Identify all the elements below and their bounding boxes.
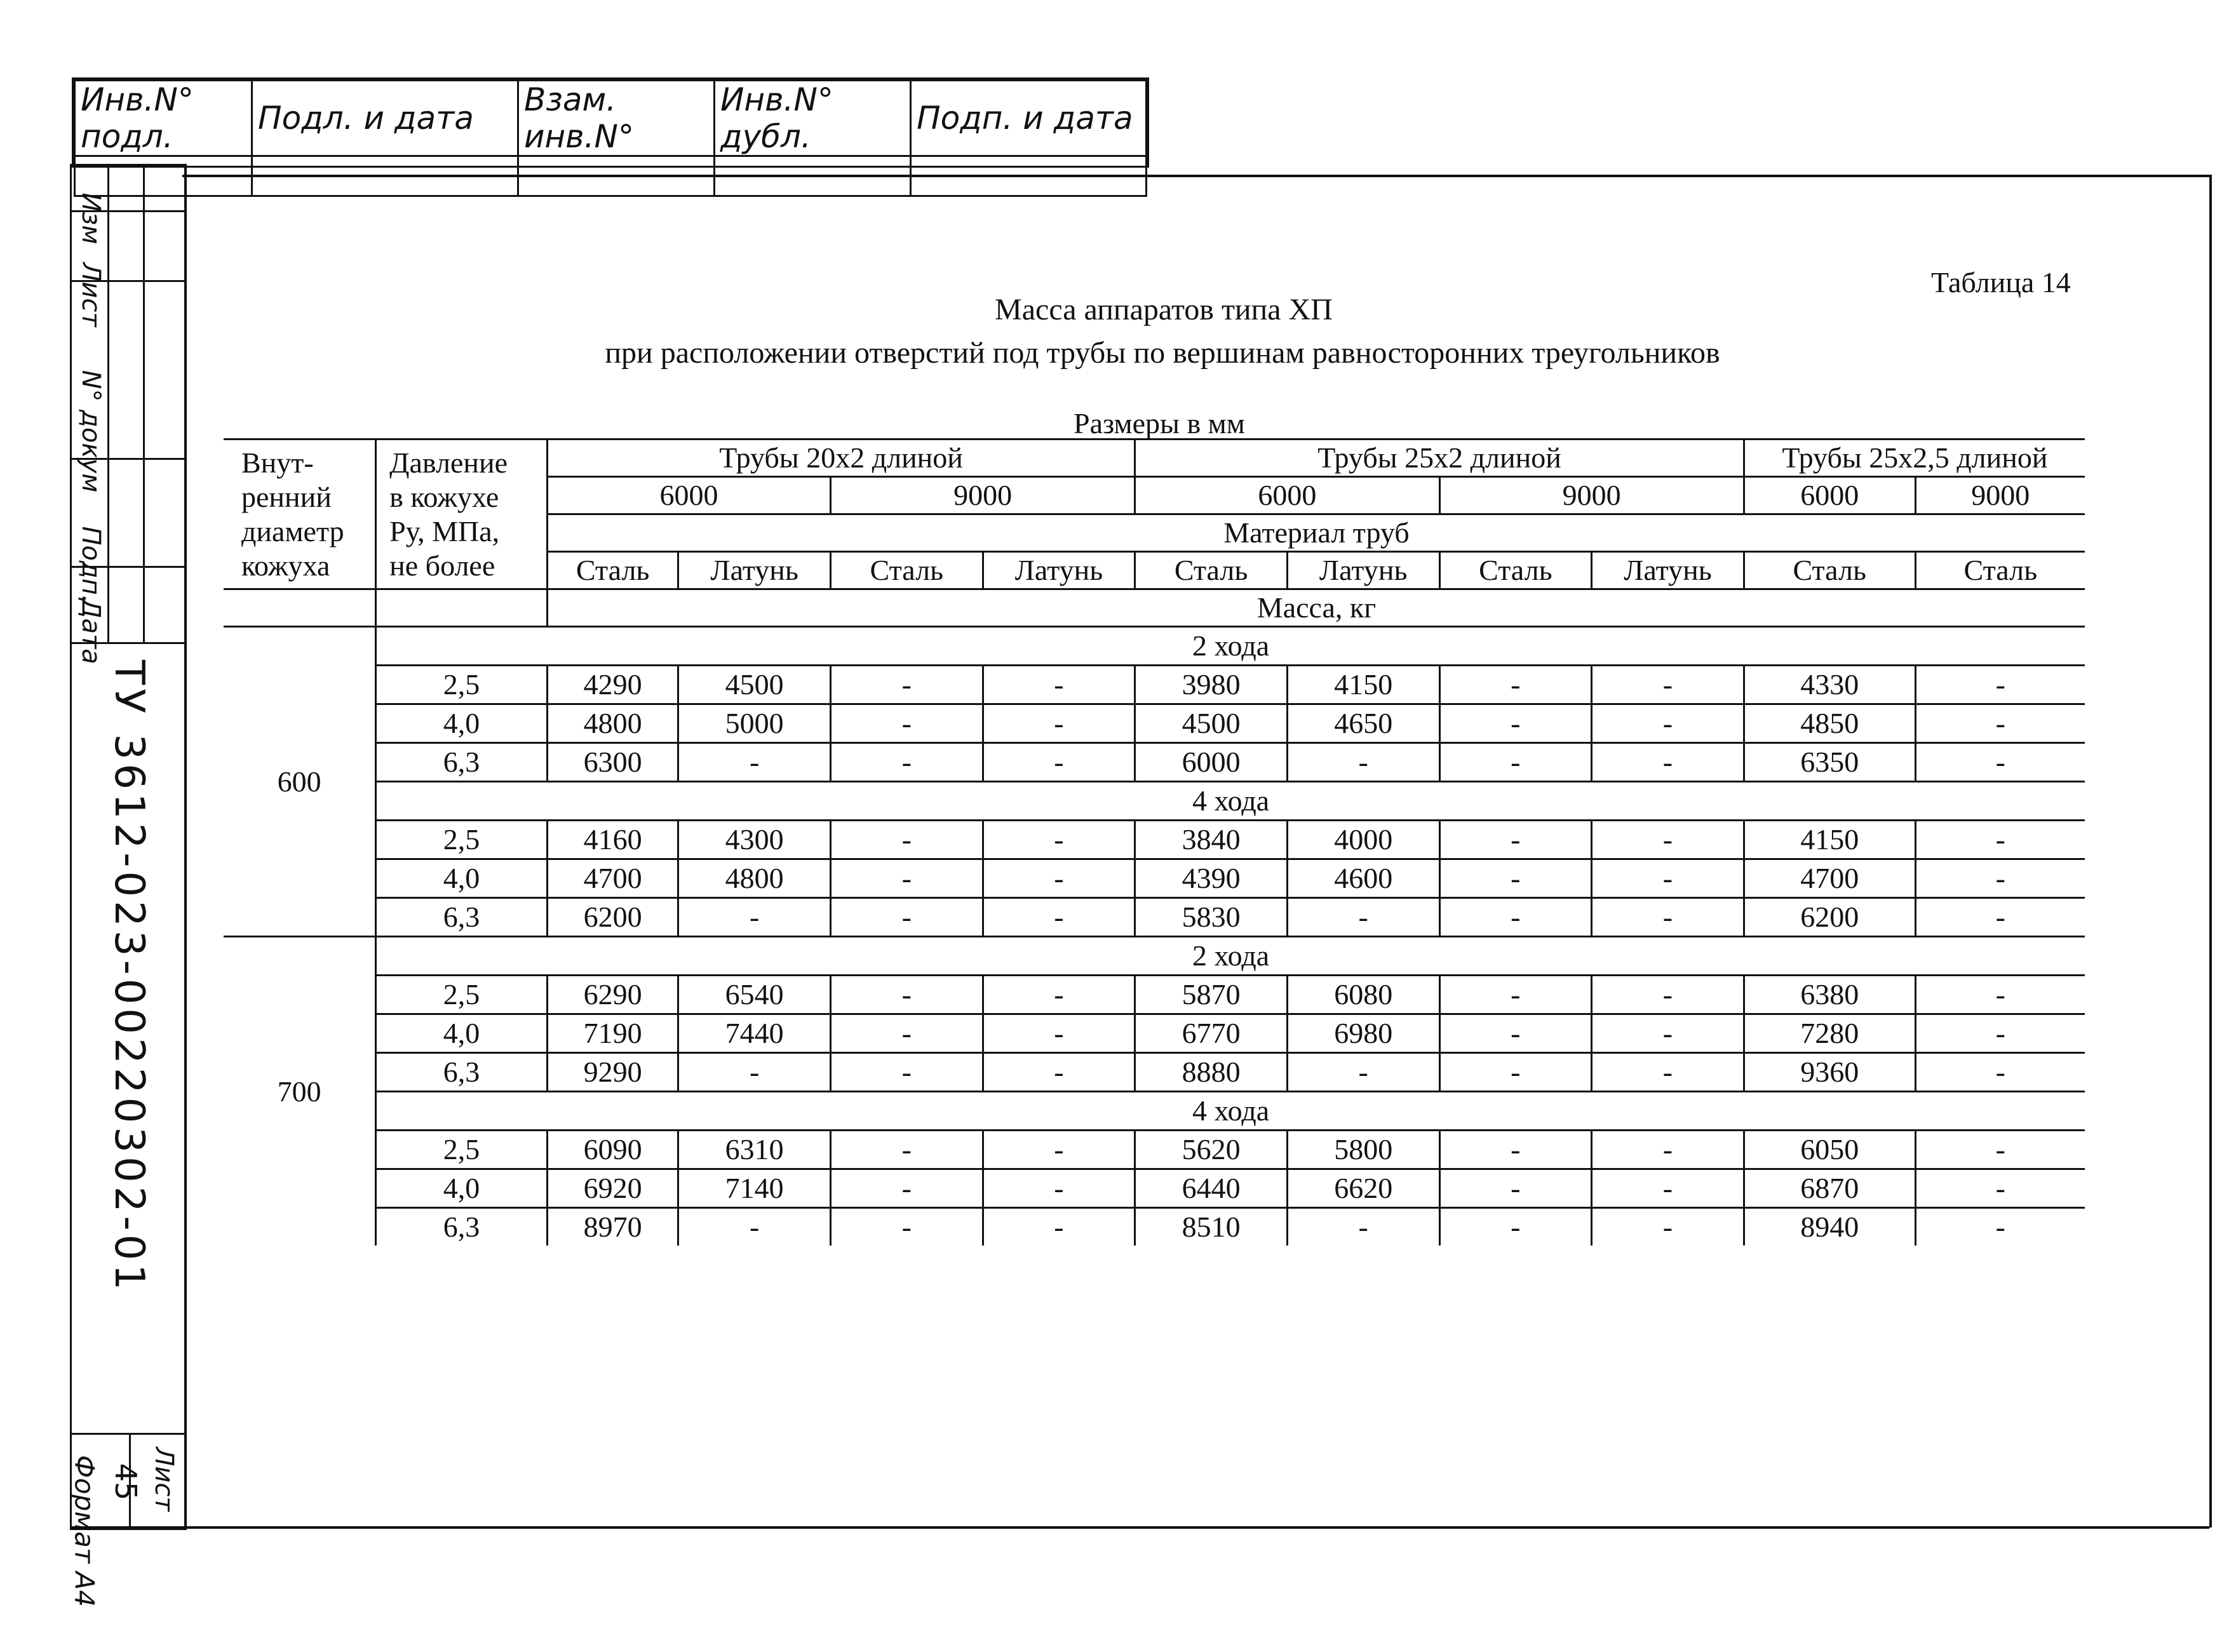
mass-cell: 4290 [547,666,678,704]
mass-cell: - [1592,898,1744,937]
mass-cell: - [983,1208,1135,1246]
mass-cell: - [830,1014,983,1053]
table-row [224,1169,2085,1208]
mass-cell: - [983,821,1135,859]
mass-cell: - [1592,1014,1744,1053]
header-material-cell: Сталь [830,552,983,589]
mass-cell: 4700 [547,859,678,898]
header-material-cell: Сталь [1915,552,2085,589]
pressure-cell: 4,0 [376,859,548,898]
mass-cell: 5620 [1135,1131,1288,1169]
mass-cell: 9360 [1744,1053,1915,1092]
table-body [224,627,2085,1246]
mass-cell: 4500 [678,666,831,704]
passes-row [224,937,2085,976]
diameter-cell: 600 [224,627,376,937]
table-row [224,859,2085,898]
header-material-cell: Сталь [547,552,678,589]
mass-cell: - [1287,898,1439,937]
mass-cell: - [830,666,983,704]
mass-cell: - [1439,666,1592,704]
mass-cell: - [678,1053,831,1092]
header-tube-group: Трубы 25х2,5 длиной [1744,440,2085,477]
passes-label: 4 хода [376,782,2085,821]
mass-cell: - [1592,1208,1744,1246]
mass-cell: 4300 [678,821,831,859]
mass-cell: 6310 [678,1131,831,1169]
mass-cell: - [830,1131,983,1169]
mass-cell: - [983,1131,1135,1169]
label-list: Лист [76,262,105,327]
mass-cell: - [983,898,1135,937]
mass-cell: - [1439,704,1592,743]
mass-cell: - [830,743,983,782]
top-stamp-table [74,79,1147,197]
pressure-cell: 4,0 [376,1169,548,1208]
mass-cell: - [678,743,831,782]
mass-table [224,438,2085,1246]
header-pressure-line: в кожухе [389,480,499,513]
sheet-label: Лист [149,1447,178,1512]
passes-label: 2 хода [376,627,2085,666]
mass-cell: - [1592,704,1744,743]
label-podp: Подп. [76,526,105,603]
table-row [224,821,2085,859]
mass-cell: 4850 [1744,704,1915,743]
mass-cell: 4800 [678,859,831,898]
mass-cell: 4150 [1744,821,1915,859]
table-row [224,666,2085,704]
mass-cell: - [1915,743,2085,782]
passes-row [224,627,2085,666]
mass-cell: - [1915,704,2085,743]
mass-cell: - [1287,1208,1439,1246]
header-tube-group: Трубы 20х2 длиной [547,440,1135,477]
left-stamp-column [69,164,187,1608]
pressure-cell: 2,5 [376,1131,548,1169]
mass-cell: - [830,859,983,898]
mass-cell: - [830,1053,983,1092]
mass-cell: - [1287,1053,1439,1092]
header-length: 9000 [830,477,1135,514]
table-subtitle: при расположении отверстий под трубы по вершинам равносторонних треугольников [605,336,1720,370]
pressure-cell: 6,3 [376,898,548,937]
mass-cell: - [1592,859,1744,898]
mass-cell: - [1915,1131,2085,1169]
mass-cell: 6290 [547,976,678,1014]
mass-cell: 6000 [1135,743,1288,782]
mass-cell: - [1592,1169,1744,1208]
mass-cell: 7280 [1744,1014,1915,1053]
header-length: 6000 [1135,477,1439,514]
header-pressure-line: Давление [389,446,508,479]
mass-cell: - [983,976,1135,1014]
header-material-cell: Латунь [1287,552,1439,589]
table-row [224,1014,2085,1053]
mass-cell: - [1287,743,1439,782]
passes-label: 2 хода [376,937,2085,976]
mass-cell: - [830,1169,983,1208]
mass-cell: - [1439,743,1592,782]
mass-cell: 6300 [547,743,678,782]
table-row [224,743,2085,782]
mass-cell: - [1592,821,1744,859]
mass-cell: - [830,898,983,937]
header-material: Материал труб [547,514,2085,552]
mass-cell: 4390 [1135,859,1288,898]
mass-cell: 6050 [1744,1131,1915,1169]
header-diameter-line: кожуха [241,549,330,582]
mass-cell: - [830,1208,983,1246]
diameter-cell: 700 [224,937,376,1246]
header-length: 6000 [1744,477,1915,514]
mass-cell: 6440 [1135,1169,1288,1208]
mass-cell: - [1439,1131,1592,1169]
label-izm: Изм [76,192,105,245]
header-pressure-line: Ру, МПа, [389,514,500,547]
mass-cell: 6200 [547,898,678,937]
mass-cell: 5800 [1287,1131,1439,1169]
mass-cell: - [1915,859,2085,898]
mass-cell: - [983,1169,1135,1208]
mass-cell: - [1592,743,1744,782]
mass-cell: - [1592,1131,1744,1169]
header-material-cell: Сталь [1439,552,1592,589]
mass-cell: - [1915,1208,2085,1246]
mass-cell: 6380 [1744,976,1915,1014]
header-material-cell: Латунь [983,552,1135,589]
table-title: Масса аппаратов типа ХП [995,293,1333,326]
mass-cell: 4500 [1135,704,1288,743]
mass-cell: 4650 [1287,704,1439,743]
mass-cell: 4700 [1744,859,1915,898]
mass-cell: - [1439,821,1592,859]
mass-cell: 6920 [547,1169,678,1208]
stamp-cell-inv-podl: Инв.N° подл. [75,81,252,156]
top-stamp [72,77,1149,168]
pressure-cell: 2,5 [376,976,548,1014]
sheet-number: 45 [109,1463,143,1501]
header-diameter-line: диаметр [241,514,344,547]
mass-cell: - [1439,859,1592,898]
pressure-cell: 6,3 [376,743,548,782]
mass-cell: - [1915,1053,2085,1092]
header-length: 9000 [1439,477,1744,514]
header-empty-cell [224,589,376,627]
mass-cell: - [1592,976,1744,1014]
mass-cell: 3980 [1135,666,1288,704]
pressure-cell: 6,3 [376,1208,548,1246]
stamp-empty-cell [911,156,1147,196]
units-note: Размеры в мм [1074,407,1245,440]
mass-cell: - [830,704,983,743]
passes-row [224,782,2085,821]
header-mass: Масса, кг [547,589,2085,627]
stamp-empty-cell [715,156,911,196]
mass-cell: - [830,976,983,1014]
mass-cell: - [1915,976,2085,1014]
document-designation: ТУ 3612-023-00220302-01 [105,660,152,1294]
mass-cell: 6770 [1135,1014,1288,1053]
mass-cell: 4160 [547,821,678,859]
mass-cell: 5830 [1135,898,1288,937]
header-material-cell: Сталь [1744,552,1915,589]
mass-cell: 9290 [547,1053,678,1092]
stamp-cell-inv-dubl: Инв.N° дубл. [715,81,911,156]
frame-bottom-border [70,1526,2209,1529]
mass-cell: - [1439,1014,1592,1053]
mass-cell: 4330 [1744,666,1915,704]
mass-cell: 6080 [1287,976,1439,1014]
mass-cell: - [1915,1014,2085,1053]
mass-cell: 4800 [547,704,678,743]
header-diameter-line: Внут- [241,446,314,479]
mass-cell: 8510 [1135,1208,1288,1246]
mass-cell: 6870 [1744,1169,1915,1208]
label-data: Дата [76,598,105,664]
header-empty-cell [376,589,548,627]
table-row [224,898,2085,937]
mass-cell: - [983,743,1135,782]
stamp-empty-cell [252,156,518,196]
header-material-cell: Латунь [1592,552,1744,589]
mass-cell: - [830,821,983,859]
mass-cell: - [1439,898,1592,937]
mass-cell: - [1592,1053,1744,1092]
header-diameter [224,440,376,589]
passes-label: 4 хода [376,1092,2085,1131]
table-row [224,976,2085,1014]
mass-cell: 5000 [678,704,831,743]
mass-cell: - [1439,1053,1592,1092]
mass-cell: - [1439,1208,1592,1246]
mass-cell: 8940 [1744,1208,1915,1246]
stamp-cell-podl-data: Подл. и дата [252,81,518,156]
mass-cell: 5870 [1135,976,1288,1014]
mass-cell: - [1915,898,2085,937]
mass-cell: 6980 [1287,1014,1439,1053]
mass-cell: 3840 [1135,821,1288,859]
stamp-empty-cell [518,156,715,196]
header-pressure-line: не более [389,549,495,582]
table-row [224,1208,2085,1246]
mass-cell: - [1592,666,1744,704]
frame-right-border [2209,175,2212,1528]
left-stamp-vline [107,166,109,642]
header-tube-group: Трубы 25х2 длиной [1135,440,1744,477]
mass-cell: 8970 [547,1208,678,1246]
table-row [224,1053,2085,1092]
mass-cell: 7440 [678,1014,831,1053]
mass-cell: 6090 [547,1131,678,1169]
mass-cell: - [1439,976,1592,1014]
table-row [224,704,2085,743]
mass-cell: 7140 [678,1169,831,1208]
format-label: Формат А4 [69,1454,100,1608]
mass-cell: 4000 [1287,821,1439,859]
mass-cell: - [983,859,1135,898]
mass-cell: 4150 [1287,666,1439,704]
mass-cell: 7190 [547,1014,678,1053]
mass-cell: 6540 [678,976,831,1014]
mass-cell: - [1439,1169,1592,1208]
table-row [224,1131,2085,1169]
pressure-cell: 2,5 [376,821,548,859]
mass-cell: 6350 [1744,743,1915,782]
mass-cell: - [1915,1169,2085,1208]
header-diameter-line: ренний [241,480,332,513]
pressure-cell: 2,5 [376,666,548,704]
mass-cell: - [1915,821,2085,859]
mass-cell: - [983,1053,1135,1092]
header-pressure [376,440,548,589]
pressure-cell: 4,0 [376,1014,548,1053]
stamp-cell-podp-data: Подп. и дата [911,81,1147,156]
mass-cell: - [678,898,831,937]
mass-cell: 6200 [1744,898,1915,937]
pressure-cell: 4,0 [376,704,548,743]
mass-cell: 6620 [1287,1169,1439,1208]
mass-cell: - [1915,666,2085,704]
mass-cell: - [678,1208,831,1246]
label-n-dokum: N° докум [76,370,105,493]
header-material-cell: Латунь [678,552,831,589]
pressure-cell: 6,3 [376,1053,548,1092]
mass-cell: - [983,666,1135,704]
passes-row [224,1092,2085,1131]
mass-cell: - [983,704,1135,743]
header-length: 9000 [1915,477,2085,514]
header-length: 6000 [547,477,830,514]
mass-cell: 8880 [1135,1053,1288,1092]
left-stamp-vline [143,166,145,642]
stamp-cell-vzam-inv: Взам. инв.N° [518,81,715,156]
mass-cell: - [983,1014,1135,1053]
header-material-cell: Сталь [1135,552,1288,589]
mass-cell: 4600 [1287,859,1439,898]
table-number: Таблица 14 [1931,266,2071,299]
